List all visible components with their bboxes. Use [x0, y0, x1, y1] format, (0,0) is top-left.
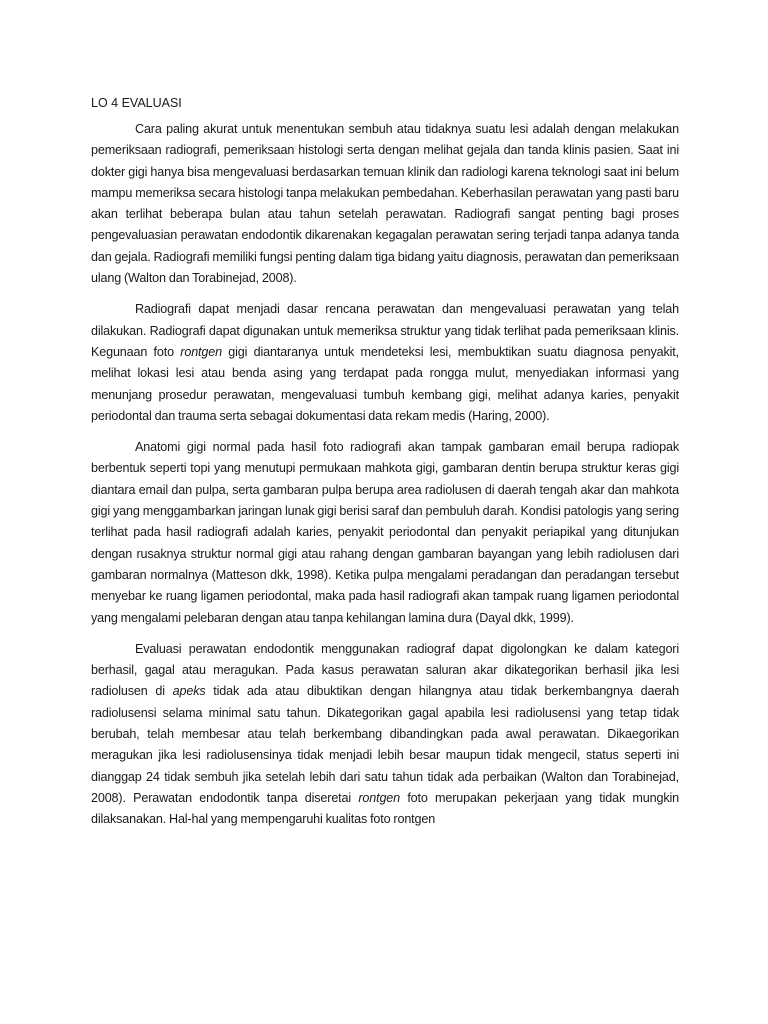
paragraph-container	[91, 119, 679, 831]
paragraph-text: Cara paling akurat untuk menentukan sembuh atau tidaknya suatu lesi adalah dengan melakukan pemeriksaan radiografi, pemeriksaan histologi serta dengan melihat gejala dan tanda klinis pasien. Saat ini dokter gigi hanya bisa mengevaluasi berdasarkan temuan klinik dan radiologi karena teknologi saat ini belum mampu memeriksa secara histologi tanpa melakukan pembedahan. Keberhasilan perawatan yang pasti baru akan terlihat beberapa bulan atau tahun setelah perawatan. Radiografi sangat penting bagi proses pengevaluasian perawatan endodontik dikarenakan kegagalan perawatan sering terjadi tanpa adanya tanda dan gejala. Radiografi memiliki fungsi penting dalam tiga bidang yaitu diagnosis, perawatan dan pemeriksaan ulang (Walton dan Torabinejad, 2008).	[91, 122, 679, 286]
body-paragraph	[91, 639, 679, 831]
document-body	[91, 93, 679, 841]
paragraph-text: tidak ada atau dibuktikan dengan hilangnya atau tidak berkembangnya daerah radiolusensi selama minimal satu tahun. Dikategorikan gagal apabila lesi radiolusensi yang tetap tidak berubah, telah membesar atau telah berkembang dibandingkan pada awal perawatan. Dikaegorikan meragukan jika lesi radiolusensinya tidak menjadi lebih besar maupun tidak mengecil, status seperti ini dianggap 24 tidak sembuh jika setelah lebih dari satu tahun tidak ada perbaikan (Walton dan Torabinejad, 2008). Perawatan endodontik tanpa diseretai	[91, 684, 679, 805]
section-heading: LO 4 EVALUASI	[91, 96, 182, 110]
paragraph-text: Evaluasi perawatan endodontik menggunakan radiograf dapat digolongkan ke dalam kategori berhasil, gagal atau meragukan. Pada kasus perawatan saluran akar dikategorikan berhasil jika lesi radiolusen di	[91, 641, 679, 699]
body-paragraph	[91, 437, 679, 629]
italic-term: rontgen	[358, 790, 401, 805]
paragraph-text: foto merupakan pekerjaan yang tidak mungkin dilaksanakan. Hal-hal yang mempengaruhi kualitas foto rontgen	[91, 790, 679, 827]
paragraph-text: Anatomi gigi normal pada hasil foto radiografi akan tampak gambaran email berupa radiopak berbentuk seperti topi yang menutupi permukaan mahkota gigi, gambaran dentin berupa struktur keras gigi diantara email dan pulpa, serta gambaran pulpa berupa area radiolusen di daerah tengah akar dan mahkota gigi yang menggambarkan jaringan lunak gigi berisi saraf dan pembuluh darah. Kondisi patologis yang sering terlihat pada hasil radiografi adalah karies, penyakit periodontal dan penyakit periapikal yang ditunjukan dengan rusaknya struktur normal gigi atau rahang dengan gambaran bayangan yang lebih radiolusen dari gambaran normalnya (Matteson dkk, 1998). Ketika pulpa mengalami peradangan dan peradangan tersebut menyebar ke ruang ligamen periodontal, maka pada hasil radiografi akan tampak ruang ligamen periodontal yang mengalami pelebaran dengan atau tanpa kehilangan lamina dura (Dayal dkk, 1999).	[91, 440, 679, 625]
italic-term: rontgen	[180, 344, 222, 359]
body-paragraph	[91, 119, 679, 289]
paragraph-text: Radiografi dapat menjadi dasar rencana perawatan dan mengevaluasi perawatan yang telah dilakukan. Radiografi dapat digunakan untuk memeriksa struktur yang tidak terlihat pada pemeriksaan klinis. Kegunaan foto	[91, 302, 679, 359]
paragraph-text: gigi diantaranya untuk mendeteksi lesi, membuktikan suatu diagnosa penyakit, melihat lokasi lesi atau benda asing yang terdapat pada rongga mulut, menyediakan informasi yang menunjang prosedur perawatan, mengevaluasi tumbuh kembang gigi, melihat adanya karies, penyakit periodontal dan trauma serta sebagai dokumentasi data rekam medis (Haring, 2000).	[91, 344, 679, 423]
body-paragraph	[91, 299, 679, 427]
italic-term: apeks	[172, 684, 206, 699]
